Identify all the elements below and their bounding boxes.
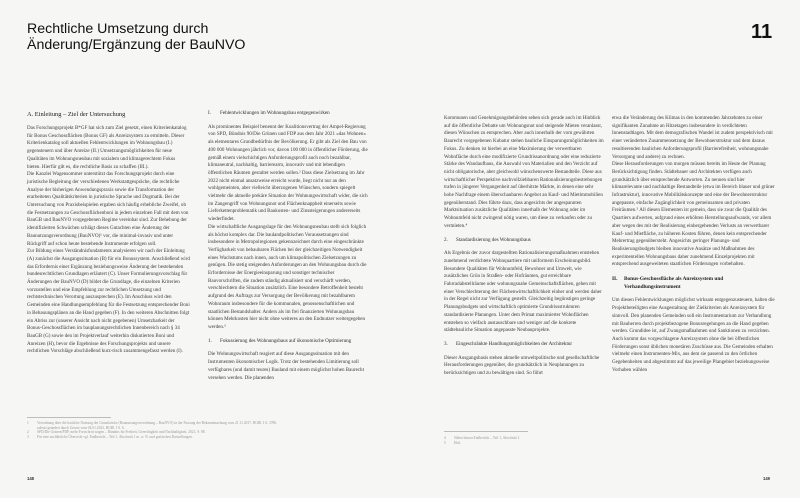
subsection-title: Standardisierung des Wohnungsbaus — [456, 236, 531, 243]
body-paragraph: Das Forschungsprojekt B*GF hat sich zum Ziel gesetzt, einen Kriterienkatalog für Bonus Geschossflächen (Bonus GF) als Anreizsystem zu ermitteln. Dieser Kriterienkatalog soll aktuellen Fehlentwicklungen im Wohnungsbau (I.) gegensteuern und über Anreize (II.) Umsetzungsmöglichkeiten für neue Qualitäten im Wohnungsneubau mit sozialem und klimagerechtem Fokus bieten. Hierfür gilt es, die rechtliche Basis zu schaffen (III.). — [27, 125, 187, 170]
page-number-left: 148 — [27, 476, 34, 481]
footnote-number: 5 — [444, 440, 446, 445]
left-page-column-2 — [208, 110, 368, 382]
chapter-title-line-1: Rechtliche Umsetzung durch — [27, 21, 209, 37]
footnote-text: Ebd. — [454, 440, 461, 445]
footnote-text: SPD/Die Grünen/FDP, mehr Fortschritt wagen – Bündnis für Freiheit, Gerechtigkeit und Nachhaltigkeit, 2021, S. 88. — [37, 430, 206, 435]
body-paragraph: Um diesen Fehlentwicklungen möglichst wirksam entgegenzusteuern, halten die Projektbeteiligten eine Ausgestaltung der Zielkriterien als Anreizsystem für sinnvoll. Den planenden Gemeinden soll ein Instrumentarium zur Verhandlung mit Bauherren durch projektbezogene Bonusregelungen an die Hand gegeben werden. Grundidee ist, auf Zwangsmaßnahmen und Sanktionen zu verzichten. Auch kommt das vorgeschlagene Anreizsystem ohne die bei öffentlichen Förderungen sonst üblichen monetären Zuschüsse aus. Die Gemeinden erhalten vielmehr einen Instrumenten-Mix, aus dem sie passend zu den örtlichen Gegebenheiten und abgestimmt auf das jeweilige Plangebiet beziehungsweise Vorhaben wählen — [612, 297, 775, 373]
right-page-column-2 — [612, 115, 775, 375]
body-paragraph: Die Wohnungswirtschaft reagiert auf diese Ausgangssituation mit den Instrumenten ökonomischer Logik. Trotz der bestehenden Limitierung soll verfügbares (und damit teures) Bauland mit einem möglichst hohen Baurecht versehen werden. Die planenden — [208, 351, 364, 381]
subsection-heading-1 — [208, 338, 368, 346]
subsection-title: Fehlentwicklungen im Wohnungsbau entgegenwirken — [220, 110, 330, 116]
footnote-text: Für eine ausführliche Übersicht vgl. Endbericht – Teil 1, Abschnitt 1 m. w. N. und grafischen Darstellungen. — [37, 434, 193, 439]
body-paragraph: Als prominentes Beispiel benennt der Koalitionsvertrag der Ampel-Regierung von SPD, Bündnis 90/Die Grünen und FDP aus dem Jahr 2021 »das Wohnen« als elementares Grundbedürfnis der Bevölkerung. Er gibt als Ziel den Bau von 400 000 Wohnungen jährlich vor, davon 100 000 in öffentlicher Förderung, die gemäß einem vielschichtigen Anforderungsprofil auch noch bezahlbar, klimaneutral, nachhaltig, barrierearm, innovativ und mit lebendigen öffentlichen Räumen gestaltet werden sollen.² Dass diese Zielsetzung im Jahr 2022 nicht einmal ansatzweise erreicht wurde, liegt nicht nur an den wohlgemeinten, aber vielleicht überzogenen Wünschen, sondern spiegelt vielmehr die aktuelle prekäre Situation der Wohnungswirtschaft wider, die sich im Zangengriff von Wohnungsnot und Flächenknappheit einerseits sowie Lieferkettenproblematik und Baukosten- und Zinssteigerungen andererseits wiederfindet. — [208, 123, 368, 223]
right-footnotes — [444, 436, 584, 445]
right-page-column-1 — [444, 115, 604, 378]
footnote-text: Verordnung über die bauliche Nutzung der Grundstücke (Baunutzungsverordnung – BauNVO) in der Fassung der Bekanntmachung vom 21.11.2017, BGBl. I S. 3786, zuletzt geändert durch Gesetz vom 04.01.2023, BGBl. I S. 6. — [37, 421, 278, 430]
footnote-divider — [27, 417, 111, 418]
footnote — [27, 421, 277, 430]
subsection-title: Fokussierung des Wohnungsbaus auf ökonomische Optimierung — [220, 337, 352, 344]
footnote-text: Näher hierzu Endbericht – Teil 1, Abschnitt 1. — [454, 436, 521, 440]
chapter-title-line-2: Änderung/Ergänzung der BauNVO — [27, 37, 246, 53]
page-number-right: 149 — [763, 476, 770, 481]
subsection-heading-2 — [444, 237, 604, 245]
footnote-number: 2 — [27, 430, 29, 435]
footnote — [444, 441, 584, 446]
body-paragraph: Die Kanzlei Wagensommer unterstützt das Forschungsprojekt durch eine juristische Begleitung der verschiedenen Werkstattgespräche, die rechtliche Analyse der bisherigen Anwendungspraxis sowie die Transformation der erarbeiteten Qualitätskriterien in juristische Sprache und Dogmatik. Bei der Untersuchung von Praxisbeispielen ergaben sich häufig erhebliche Zweifel, ob die Festsetzungen zu Geschossflächenboni in jedem einzelnen Fall mit dem von BauGB und BauNVO vorgegebenen Regime vereinbar sind. Zur Behebung der identifizierten Schwächen schlägt dieses Gutachten eine Änderung der Baunutzungsverordnung (BauNVO)¹ vor, die minimal-invasiv und unter Rückgriff auf schon heute bestehende Instrumente erfolgen soll. — [27, 171, 189, 247]
subsection-heading-3 — [444, 341, 604, 349]
section-heading-ii — [612, 276, 775, 291]
section-heading-a: A. Einleitung – Ziel der Untersuchung — [27, 111, 126, 118]
subsection-number: 1. — [208, 337, 212, 344]
subsection-number: 3. — [444, 340, 448, 347]
body-paragraph: Zur Bildung eines Verständnisfundaments analysieren wir nach der Einleitung (A) zunächst die Ausgangssituation (B) für ein Bonussystem. Anschließend wird das Erfordernis einer Ergänzung beziehungsweise Änderung der bestehenden bundesrechtlichen Grundlagen erläutert (C). Unser Formulierungsvorschlag für Änderungen der BauNVO (D) bildet die Grundlage, die einzelnen Kriterien vorzustellen und eine Empfehlung zur rechtlichen Umsetzung und rechtstechnischen Verortung auszusprechen (E). Im Anschluss wird den Gemeinden eine Handlungsempfehlung für die Festsetzung entsprechender Boni in Bebauungsplänen an die Hand gegeben (F). In den weiteren Abschnitten folgt ein Abriss zur (unserer Ansicht nach nicht gegebenen) Umsetzbarkeit der Bonus-Geschossflächen im bauplanungsrechtlichen Innenbereich nach § 34 BauGB (G) sowie den im Projektverlauf weiterhin diskutierten Boni und Anreizen (H), bevor die Ergebnisse des Forschungsprojekts und unsere rechtlichen Vorschläge abschließend kurz-risch zusammengefasst werden (I). — [27, 248, 190, 355]
body-paragraph: Kommunen und Genehmigungsbehörden sehen sich gerade auch im Hinblick auf die öffentliche Debatte um Wohnungsnot und steigende Mieten veranlasst, diesen Wünschen zu entsprechen. Aber auch innerhalb der vom gewährten Baurecht vorgegebenen Kubatur stehen bauliche Einsparungsmöglichkeiten im Fokus. Zu denken ist hierbei an eine Maximierung der verwertbaren Wohnfläche durch eine modifizierte Grundrissanordnung oder eine reduzierte Stärke des Wandaufbaus, die Auswahl von Materialien und den Verzicht auf nicht obligatorische, aber gleichwohl wünschenswerte Bestandteile. Diese aus wirtschaftlicher Perspektive nachvollziehbaren Rationalisierungsbestrebungen trafen in jüngerer Vergangenheit auf überhitzte Märkte, in denen eine sehr hohe Nachfrage einem überschaubaren Angebot an Kauf- und Mietimmobilien gegenüberstand. Dies führte dazu, dass angesichts der angespannten Marktsituation zusätzliche Qualitäten innerhalb der Wohnung oder im Wohnumfeld nicht zwingend nötig waren, um diese zu verkaufen oder zu vermieten.⁴ — [444, 115, 604, 229]
section-number: II. — [612, 276, 618, 283]
subsection-number: I. — [208, 110, 211, 116]
body-paragraph: Als Ergebnis der zuvor dargestellten Rationalisierungsmaßnahmen entstehen zunehmend verdichtete Wohnquartiere mit uniformem Erscheinungsbild. Besondere Qualitäten für Wohnumfeld, Bewohner und Umwelt, wie zusätzliches Grün in Straßen- oder Hofräumen, gut erreichbare Fahrradabstellräume oder wohnungsnahe Gemeinschaftsflächen, gehen mit einer Verschlechterung der Flächenwirtschaftlichkeit einher und werden daher in der Regel nicht zur Verfügung gestellt. Gleichzeitig begünstigen geringe Planungsbudgets und wirtschaftlich optimierte Grundrissstrukturen standardisierte Planungen. Unter dem Primat maximierter Wohnflächen entstehen so vielfach austauschbare und weniger auf die konkrete städtebauliche Situation angepasste Neubauprojekte. — [444, 250, 602, 334]
section-title: Bonus-Geschossfläche als Anreizsystem und Verhandlungsinstrument — [624, 276, 724, 290]
footnote-divider — [444, 431, 528, 432]
chapter-title — [27, 21, 245, 53]
footnote — [27, 435, 277, 440]
footnote-number: 4 — [444, 436, 446, 440]
left-page-column-1 — [27, 110, 190, 356]
body-paragraph: Diese Herausforderungen von morgen müssen bereits im Heute der Planung Berücksichtigung finden. Städtebauer und Architekten verfügen auch grundsätzlich über entsprechende Antworten. Zu nennen sind hier klimarelevante und nachhaltige Bestandteile (etwa im Bereich blauer und grüner Infrastruktur), innovative Mobilitätskonzepte und eine der Bewohnerstruktur angepasste, einfache Zugänglichkeit von gemeinsamen und privaten Freiräumen.⁵ All diesen Elementen ist gemein, dass sie zwar die Qualität des Quartiers aufwerten, aufgrund eines erhöhten Herstellungsaufwands, vor allem aber wegen des mit der Realisierung einhergehenden Verlusts an verwertbarer Kauf- und Mietfläche, zu höheren Kosten führen, denen kein entsprechender Mehrertrag gegenübersteht. Angesichts geringer Planungs- und Realisierungsbudgets bleiben innovative Ansätze und Maßnahmen des experimentellen Wohnungsbaus daher zunehmend Einzelprojekten mit entsprechend ausgeweiteten staatlichen Förderungen vorbehalten. — [612, 161, 775, 268]
subsection-title: Eingeschränkte Handlungsmöglichkeiten der Architektur — [456, 340, 573, 347]
body-paragraph: etwa die Veränderung des Klimas in den kommenden Jahrzehnten zu einer signifikanten Zunahme an Hitzetagen insbesondere in verdichteten Innenstadtlagen. Mit dem demografischen Wandel ist zudem perspektivisch mit einer veränderten Zusammensetzung der Bewohnerstruktur und dem daraus resultierenden baulichen Anforderungsprofil (Barrierefreiheit, wohnungsnahe Versorgung und andere) zu rechnen. — [612, 115, 773, 160]
footnote-number: 1 — [27, 421, 29, 425]
footnote-number: 3 — [27, 434, 29, 439]
body-paragraph: Dieser Ausgangsbasis stehen aktuelle umweltpolitische und gesellschaftliche Herausforderungen gegenüber, die grundsätzlich in Neuplanungen zu berücksichtigen und zu bewältigen sind. So führt — [444, 354, 600, 377]
left-footnotes — [27, 421, 277, 439]
chapter-number: 11 — [751, 21, 773, 43]
subsection-heading-i — [208, 110, 368, 118]
body-paragraph: Die wirtschaftliche Ausgangslage für den Wohnungsneubau stellt sich folglich als höchst komplex dar. Die baulandpolitischen Voraussetzungen sind insbesondere in Metropolregionen gekennzeichnet durch eine eingeschränkte Verfügbarkeit von bebaubaren Flächen bei der gleichzeitigen Notwendigkeit eines Wachstums nach innen, auch um klimapolitischen Zielsetzungen zu genügen. Die stetig steigenden Anforderungen an den Wohnungsbau durch die Erfordernisse der Energieeinsparung und sonstiger technischer Bauvorschriften, die zudem ständig aktualisiert und verschärft werden, verschlechtern die Situation zusätzlich. Eine besondere Betroffenheit besteht aufgrund des Auftrags zur Versorgung der Bevölkerung mit bezahlbarem Wohnraum insbesondere für die kommunalen, genossenschaftlichen und staatlichen Bestandshalter. Anders als im frei finanzierten Wohnungsbau können Mehrkosten hier nicht ohne weiteres an den Endnutzer weitergegeben werden.³ — [208, 223, 367, 330]
subsection-number: 2. — [444, 236, 448, 243]
